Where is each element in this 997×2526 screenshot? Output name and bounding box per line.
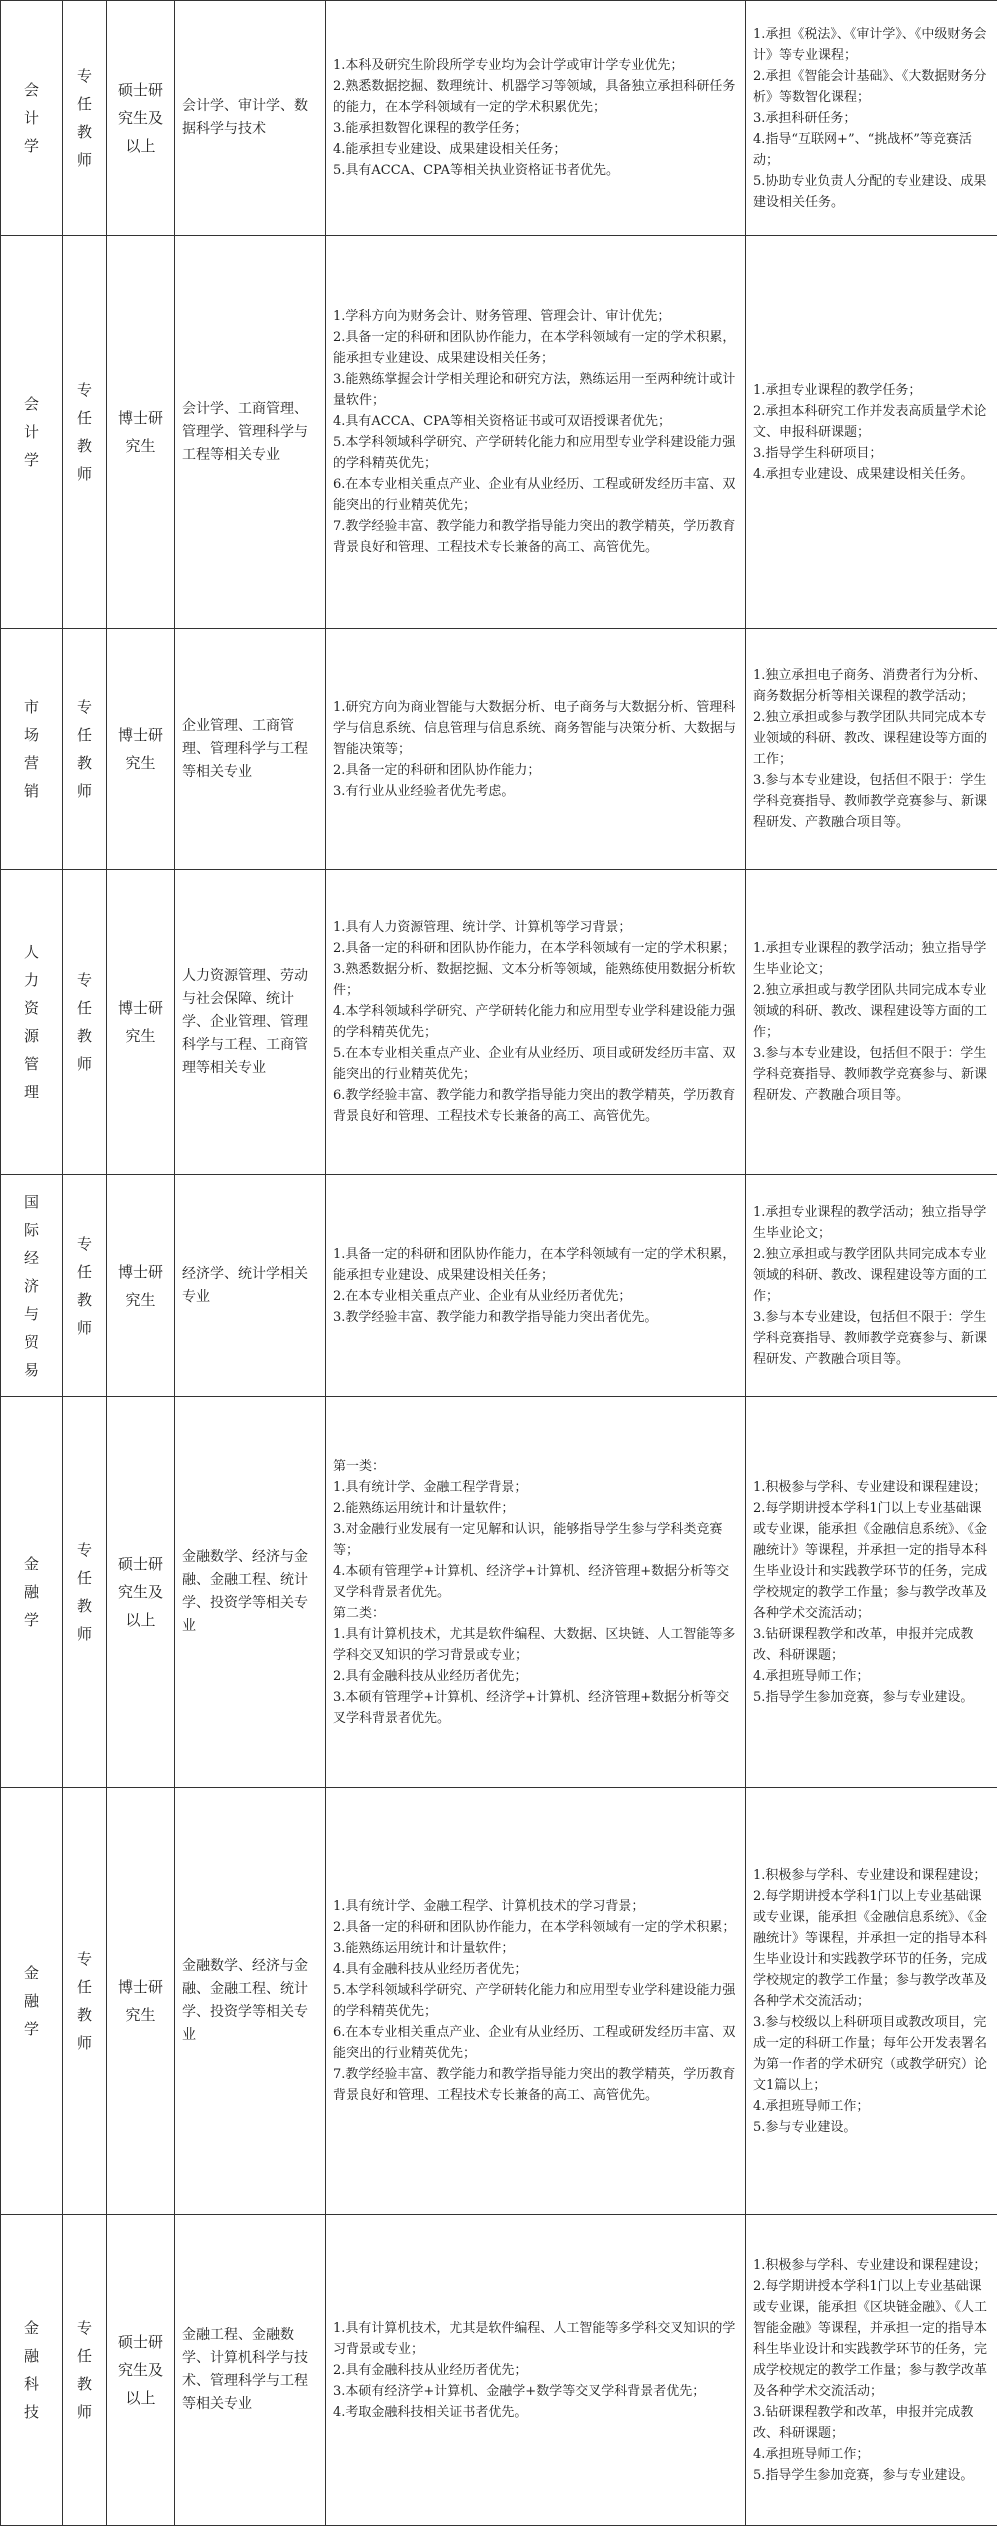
requirement-item: 1.具有人力资源管理、统计学、计算机等学习背景； [333, 917, 738, 938]
degree-cell: 博士研究生 [107, 629, 175, 870]
duty-item: 2.独立承担或与教学团队共同完成本专业领域的科研、教改、课程建设等方面的工作； [753, 1244, 990, 1307]
subject-char: 管 [8, 1050, 55, 1078]
requirement-item: 3.能熟练运用统计和计量软件； [333, 1938, 738, 1959]
subject-char: 营 [8, 749, 55, 777]
major-cell: 会计学、审计学、数据科学与技术 [175, 1, 326, 236]
duty-item: 3.参与本专业建设，包括但不限于：学生学科竞赛指导、教师教学竞赛参与、新课程研发、产教融合项目等。 [753, 1043, 990, 1106]
duty-item: 2.每学期讲授本学科1门以上专业基础课或专业课，能承担《区块链金融》、《人工智能金融》等课程，并承担一定的指导本科生毕业设计和实践教学环节的任务，完成学校规定的教学工作量；参与教学改革及各种学术交流活动； [753, 2276, 990, 2402]
duty-item: 1.积极参与学科、专业建设和课程建设； [753, 1865, 990, 1886]
requirement-item: 1.本科及研究生阶段所学专业均为会计学或审计学专业优先； [333, 55, 738, 76]
requirement-item: 4.考取金融科技相关证书者优先。 [333, 2402, 738, 2423]
major-cell: 金融数学、经济与金融、金融工程、统计学、投资学等相关专业 [175, 1397, 326, 1788]
duty-item: 2.独立承担或参与教学团队共同完成本专业领域的科研、教改、课程建设等方面的工作； [753, 707, 990, 770]
requirements-cell [326, 1788, 746, 2215]
subject-char: 金 [8, 1959, 55, 1987]
requirement-item: 7.教学经验丰富、教学能力和教学指导能力突出的教学精英，学历教育背景良好和管理、工程技术专长兼备的高工、高管优先。 [333, 516, 738, 558]
duties-cell [746, 1788, 997, 2215]
subject-cell [1, 1, 63, 236]
requirement-item: 2.具备一定的科研和团队协作能力，在本学科领域有一定的学术积累； [333, 1917, 738, 1938]
duty-item: 1.承担专业课程的教学任务； [753, 380, 990, 401]
duty-item: 3.指导学生科研项目； [753, 443, 990, 464]
duty-item: 3.参与本专业建设，包括但不限于：学生学科竞赛指导、教师教学竞赛参与、新课程研发、产教融合项目等。 [753, 1307, 990, 1370]
subject-char: 融 [8, 1578, 55, 1606]
subject-char: 经 [8, 1244, 55, 1272]
requirement-item: 第二类： [333, 1603, 738, 1624]
type-char: 专 [70, 1945, 99, 1973]
subject-char: 销 [8, 777, 55, 805]
duty-item: 3.钻研课程教学和改革，申报并完成教改、科研课题； [753, 2402, 990, 2444]
duty-item: 5.指导学生参加竞赛，参与专业建设。 [753, 1687, 990, 1708]
type-char: 教 [70, 1022, 99, 1050]
subject-char: 易 [8, 1356, 55, 1384]
subject-cell [1, 1788, 63, 2215]
duty-item: 4.承担专业建设、成果建设相关任务。 [753, 464, 990, 485]
type-char: 任 [70, 721, 99, 749]
type-char: 教 [70, 1286, 99, 1314]
requirements-cell [326, 1397, 746, 1788]
requirement-item: 5.本学科领域科学研究、产学研转化能力和应用型专业学科建设能力强的学科精英优先； [333, 432, 738, 474]
major-cell: 金融工程、金融数学、计算机科学与技术、管理科学与工程等相关专业 [175, 2215, 326, 2526]
duties-cell [746, 629, 997, 870]
duty-item: 3.参与校级以上科研项目或教改项目，完成一定的科研工作量；每年公开发表署名为第一作者的学术研究（或教学研究）论文1篇以上； [753, 2012, 990, 2096]
duty-item: 1.承担《税法》、《审计学》、《中级财务会计》等专业课程； [753, 24, 990, 66]
table-row [1, 870, 997, 1175]
requirement-item: 5.本学科领域科学研究、产学研转化能力和应用型专业学科建设能力强的学科精英优先； [333, 1980, 738, 2022]
requirement-item: 1.研究方向为商业智能与大数据分析、电子商务与大数据分析、管理科学与信息系统、信息管理与信息系统、商务智能与决策分析、大数据与智能决策等； [333, 697, 738, 760]
requirement-item: 3.教学经验丰富、教学能力和教学指导能力突出者优先。 [333, 1307, 738, 1328]
subject-char: 学 [8, 132, 55, 160]
requirement-item: 4.具有ACCA、CPA等相关资格证书或可双语授课者优先； [333, 411, 738, 432]
requirement-item: 2.具有金融科技从业经历者优先； [333, 2360, 738, 2381]
major-cell: 金融数学、经济与金融、金融工程、统计学、投资学等相关专业 [175, 1788, 326, 2215]
requirement-item: 2.具备一定的科研和团队协作能力，在本学科领域有一定的学术积累，能承担专业建设、成果建设相关任务； [333, 327, 738, 369]
subject-char: 理 [8, 1078, 55, 1106]
type-char: 教 [70, 2370, 99, 2398]
subject-char: 与 [8, 1300, 55, 1328]
type-char: 专 [70, 2314, 99, 2342]
subject-char: 计 [8, 418, 55, 446]
requirement-item: 6.在本专业相关重点产业、企业有从业经历、工程或研发经历丰富、双能突出的行业精英优先； [333, 2022, 738, 2064]
duty-item: 4.指导“互联网+”、“挑战杯”等竞赛活动； [753, 129, 990, 171]
subject-char: 济 [8, 1272, 55, 1300]
table-row [1, 236, 997, 629]
type-char: 任 [70, 404, 99, 432]
subject-char: 国 [8, 1188, 55, 1216]
type-char: 师 [70, 1620, 99, 1648]
duty-item: 1.积极参与学科、专业建设和课程建设； [753, 1477, 990, 1498]
subject-char: 技 [8, 2398, 55, 2426]
degree-cell: 博士研究生 [107, 870, 175, 1175]
type-char: 任 [70, 90, 99, 118]
requirement-item: 4.能承担专业建设、成果建设相关任务； [333, 139, 738, 160]
subject-char: 力 [8, 966, 55, 994]
duties-cell [746, 1175, 997, 1397]
type-cell [63, 2215, 107, 2526]
degree-cell: 硕士研究生及以上 [107, 2215, 175, 2526]
duty-item: 4.承担班导师工作； [753, 2096, 990, 2117]
subject-char: 源 [8, 1022, 55, 1050]
type-char: 师 [70, 1314, 99, 1342]
degree-cell: 博士研究生 [107, 1175, 175, 1397]
requirement-item: 4.本硕有管理学+计算机、经济学+计算机、经济管理+数据分析等交叉学科背景者优先。 [333, 1561, 738, 1603]
table-row [1, 1397, 997, 1788]
type-cell [63, 236, 107, 629]
requirement-item: 3.有行业从业经验者优先考虑。 [333, 781, 738, 802]
table-row [1, 1788, 997, 2215]
table-row [1, 629, 997, 870]
table-body [1, 1, 997, 2526]
type-cell [63, 1397, 107, 1788]
duty-item: 2.承担《智能会计基础》、《大数据财务分析》等数智化课程； [753, 66, 990, 108]
table-row [1, 1, 997, 236]
requirement-item: 1.学科方向为财务会计、财务管理、管理会计、审计优先； [333, 306, 738, 327]
subject-char: 学 [8, 446, 55, 474]
type-cell [63, 1175, 107, 1397]
duties-cell [746, 2215, 997, 2526]
type-char: 师 [70, 1050, 99, 1078]
duty-item: 2.每学期讲授本学科1门以上专业基础课或专业课，能承担《金融信息系统》、《金融统计》等课程，并承担一定的指导本科生毕业设计和实践教学环节的任务，完成学校规定的教学工作量；参与教学改革及各种学术交流活动； [753, 1498, 990, 1624]
subject-char: 学 [8, 2015, 55, 2043]
subject-char: 际 [8, 1216, 55, 1244]
type-cell [63, 1, 107, 236]
degree-cell: 硕士研究生及以上 [107, 1397, 175, 1788]
degree-cell: 硕士研究生及以上 [107, 1, 175, 236]
type-char: 师 [70, 2398, 99, 2426]
subject-char: 会 [8, 390, 55, 418]
duty-item: 4.承担班导师工作； [753, 2444, 990, 2465]
duties-cell [746, 1, 997, 236]
duty-item: 2.独立承担或与教学团队共同完成本专业领域的科研、教改、课程建设等方面的工作； [753, 980, 990, 1043]
subject-char: 金 [8, 1550, 55, 1578]
requirement-item: 2.具备一定的科研和团队协作能力，在本学科领域有一定的学术积累； [333, 938, 738, 959]
requirement-item: 1.具有计算机技术，尤其是软件编程、人工智能等多学科交叉知识的学习背景或专业； [333, 2318, 738, 2360]
type-char: 任 [70, 994, 99, 1022]
major-cell: 会计学、工商管理、管理学、管理科学与工程等相关专业 [175, 236, 326, 629]
subject-cell [1, 2215, 63, 2526]
duty-item: 5.参与专业建设。 [753, 2117, 990, 2138]
subject-char: 人 [8, 938, 55, 966]
requirement-item: 6.在本专业相关重点产业、企业有从业经历、工程或研发经历丰富、双能突出的行业精英优先； [333, 474, 738, 516]
requirement-item: 3.能承担数智化课程的教学任务； [333, 118, 738, 139]
duty-item: 3.承担科研任务； [753, 108, 990, 129]
requirement-item: 3.本硕有管理学+计算机、经济学+计算机、经济管理+数据分析等交叉学科背景者优先。 [333, 1687, 738, 1729]
requirement-item: 7.教学经验丰富、教学能力和教学指导能力突出的教学精英，学历教育背景良好和管理、工程技术专长兼备的高工、高管优先。 [333, 2064, 738, 2106]
requirement-item: 1.具有统计学、金融工程学背景； [333, 1477, 738, 1498]
requirement-item: 6.教学经验丰富、教学能力和教学指导能力突出的教学精英，学历教育背景良好和管理、工程技术专长兼备的高工、高管优先。 [333, 1085, 738, 1127]
requirement-item: 3.本硕有经济学+计算机、金融学+数学等交叉学科背景者优先； [333, 2381, 738, 2402]
duty-item: 2.每学期讲授本学科1门以上专业基础课或专业课，能承担《金融信息系统》、《金融统计》等课程，并承担一定的指导本科生毕业设计和实践教学环节的任务，完成学校规定的教学工作量；参与教学改革及各种学术交流活动； [753, 1886, 990, 2012]
subject-char: 资 [8, 994, 55, 1022]
requirement-item: 2.具有金融科技从业经历者优先； [333, 1666, 738, 1687]
requirement-item: 3.能熟练掌握会计学相关理论和研究方法，熟练运用一至两种统计或计量软件； [333, 369, 738, 411]
requirement-item: 2.具备一定的科研和团队协作能力； [333, 760, 738, 781]
duty-item: 5.指导学生参加竞赛，参与专业建设。 [753, 2465, 990, 2486]
duty-item: 4.承担班导师工作； [753, 1666, 990, 1687]
type-char: 师 [70, 146, 99, 174]
table-row [1, 1175, 997, 1397]
type-char: 任 [70, 1258, 99, 1286]
type-char: 师 [70, 777, 99, 805]
requirement-item: 1.具备一定的科研和团队协作能力，在本学科领域有一定的学术积累，能承担专业建设、成果建设相关任务； [333, 1244, 738, 1286]
subject-char: 贸 [8, 1328, 55, 1356]
subject-char: 场 [8, 721, 55, 749]
major-cell: 人力资源管理、劳动与社会保障、统计学、企业管理、管理科学与工程、工商管理等相关专业 [175, 870, 326, 1175]
major-cell: 经济学、统计学相关专业 [175, 1175, 326, 1397]
duty-item: 1.积极参与学科、专业建设和课程建设； [753, 2255, 990, 2276]
type-char: 师 [70, 460, 99, 488]
type-char: 教 [70, 749, 99, 777]
subject-cell [1, 870, 63, 1175]
requirement-item: 4.本学科领域科学研究、产学研转化能力和应用型专业学科建设能力强的学科精英优先； [333, 1001, 738, 1043]
type-char: 专 [70, 1230, 99, 1258]
type-char: 专 [70, 966, 99, 994]
duty-item: 1.承担专业课程的教学活动；独立指导学生毕业论文； [753, 1202, 990, 1244]
requirement-item: 4.具有金融科技从业经历者优先； [333, 1959, 738, 1980]
type-char: 师 [70, 2029, 99, 2057]
duties-cell [746, 1397, 997, 1788]
duty-item: 5.协助专业负责人分配的专业建设、成果建设相关任务。 [753, 171, 990, 213]
duties-cell [746, 236, 997, 629]
duty-item: 1.独立承担电子商务、消费者行为分析、商务数据分析等相关课程的教学活动； [753, 665, 990, 707]
subject-char: 融 [8, 1987, 55, 2015]
requirements-cell [326, 1, 746, 236]
subject-char: 计 [8, 104, 55, 132]
duty-item: 3.钻研课程教学和改革，申报并完成教改、科研课题； [753, 1624, 990, 1666]
requirement-item: 2.能熟练运用统计和计量软件； [333, 1498, 738, 1519]
type-char: 教 [70, 2001, 99, 2029]
type-char: 教 [70, 432, 99, 460]
duties-cell [746, 870, 997, 1175]
requirements-cell [326, 1175, 746, 1397]
subject-char: 科 [8, 2370, 55, 2398]
type-char: 任 [70, 1564, 99, 1592]
requirements-cell [326, 870, 746, 1175]
requirement-item: 1.具有统计学、金融工程学、计算机技术的学习背景； [333, 1896, 738, 1917]
requirements-cell [326, 2215, 746, 2526]
type-char: 专 [70, 62, 99, 90]
type-char: 教 [70, 1592, 99, 1620]
subject-char: 学 [8, 1606, 55, 1634]
type-char: 任 [70, 1973, 99, 2001]
type-char: 教 [70, 118, 99, 146]
table-row [1, 2215, 997, 2526]
type-char: 专 [70, 693, 99, 721]
type-char: 专 [70, 376, 99, 404]
degree-cell: 博士研究生 [107, 1788, 175, 2215]
requirement-item: 2.熟悉数据挖掘、数理统计、机器学习等领域，具备独立承担科研任务的能力，在本学科领域有一定的学术积累优先； [333, 76, 738, 118]
type-char: 任 [70, 2342, 99, 2370]
subject-char: 市 [8, 693, 55, 721]
type-char: 专 [70, 1536, 99, 1564]
degree-cell: 博士研究生 [107, 236, 175, 629]
subject-char: 会 [8, 76, 55, 104]
requirement-item: 3.熟悉数据分析、数据挖掘、文本分析等领域，能熟练使用数据分析软件； [333, 959, 738, 1001]
requirements-cell [326, 236, 746, 629]
requirement-item: 第一类： [333, 1456, 738, 1477]
subject-cell [1, 1397, 63, 1788]
requirements-cell [326, 629, 746, 870]
subject-cell [1, 629, 63, 870]
major-cell: 企业管理、工商管理、管理科学与工程等相关专业 [175, 629, 326, 870]
requirement-item: 1.具有计算机技术，尤其是软件编程、大数据、区块链、人工智能等多学科交叉知识的学习背景或专业； [333, 1624, 738, 1666]
duty-item: 1.承担专业课程的教学活动；独立指导学生毕业论文； [753, 938, 990, 980]
requirement-item: 2.在本专业相关重点产业、企业有从业经历者优先； [333, 1286, 738, 1307]
duty-item: 2.承担本科研究工作并发表高质量学术论文、申报科研课题； [753, 401, 990, 443]
type-cell [63, 1788, 107, 2215]
requirement-item: 5.具有ACCA、CPA等相关执业资格证书者优先。 [333, 160, 738, 181]
requirement-item: 5.在本专业相关重点产业、企业有从业经历、项目或研发经历丰富、双能突出的行业精英优先； [333, 1043, 738, 1085]
type-cell [63, 870, 107, 1175]
duty-item: 3.参与本专业建设，包括但不限于：学生学科竞赛指导、教师教学竞赛参与、新课程研发、产教融合项目等。 [753, 770, 990, 833]
subject-cell [1, 1175, 63, 1397]
subject-char: 融 [8, 2342, 55, 2370]
subject-char: 金 [8, 2314, 55, 2342]
subject-cell [1, 236, 63, 629]
type-cell [63, 629, 107, 870]
requirement-item: 3.对金融行业发展有一定见解和认识，能够指导学生参与学科类竞赛等； [333, 1519, 738, 1561]
